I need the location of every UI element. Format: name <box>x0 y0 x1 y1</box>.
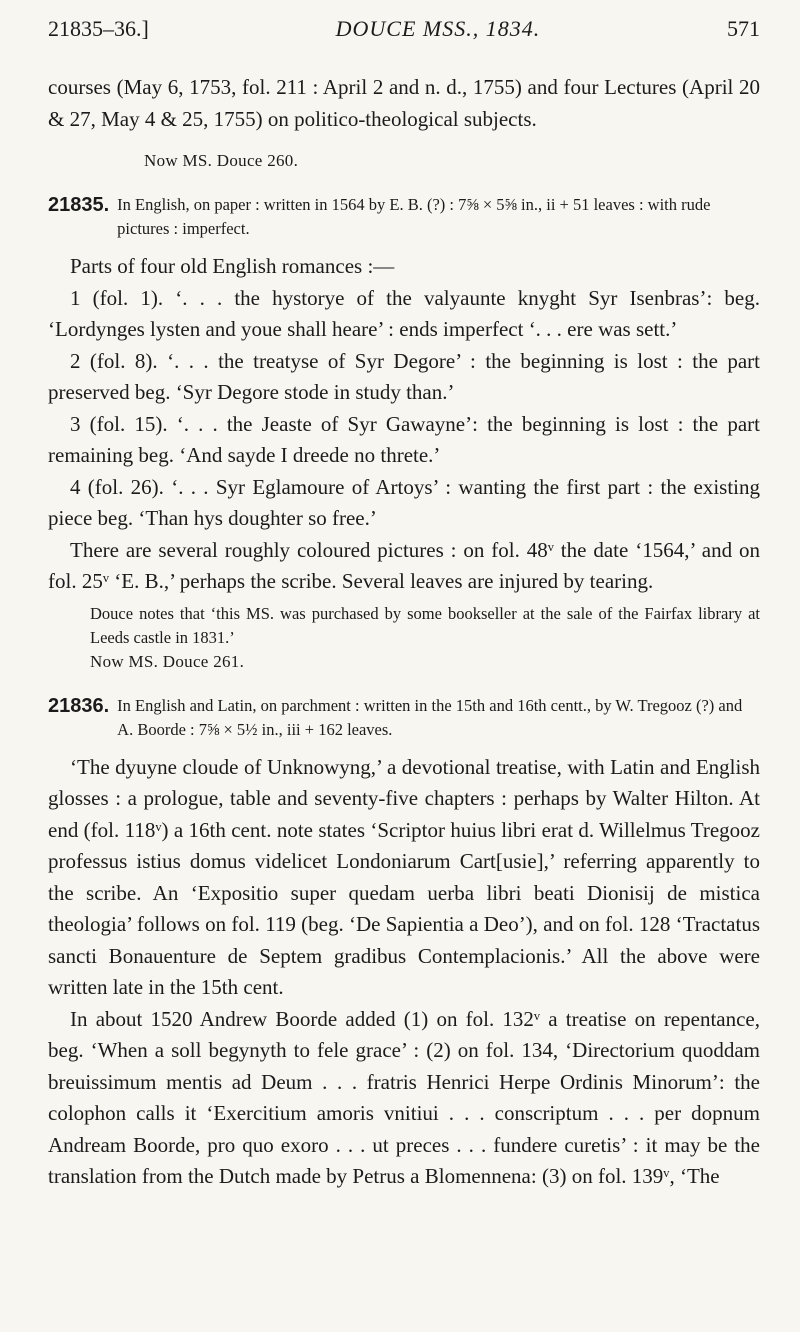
running-header <box>48 16 760 42</box>
entry-paragraph: ‘The dyuyne cloude of Unknowyng,’ a devotional treatise, with Latin and English glosses : a prologue, table and seventy-five chapters : perhaps by Walter Hilton. At end (fol. 118ᵛ) a 16th cent. note states ‘Scriptor huius libri erat d. Willelmus Tregooz professus istius domus videlicet Londoniarum Cart[usie],’ referring apparently to the scribe. An ‘Expositio super quedam uerba libri beati Dionisij de mistica theologia’ follows on fol. 119 (beg. ‘De Sapientia a Deo’), and on fol. 128 ‘Tractatus sancti Bonauenture de Septem gradibus Contemplacionis.’ All the above were written late in the 15th cent. <box>48 754 760 999</box>
provenance-note: Douce notes that ‘this MS. was purchased by some bookseller at the sale of the Fairfax library at Leeds castle in 1831.’ <box>90 603 760 647</box>
entry-description: In English, on paper : written in 1564 by E. B. (?) : 7⅝ × 5⅝ in., ii + 51 leaves : with rude pictures : imperfect. <box>117 195 711 238</box>
entry-paragraph: Parts of four old English romances :— <box>70 254 395 278</box>
entry-paragraph: 2 (fol. 8). ‘. . . the treatyse of Syr Degore’ : the beginning is lost : the part preserved beg. ‘Syr Degore stode in study than.’ <box>48 348 760 404</box>
entry-paragraph: 4 (fol. 26). ‘. . . Syr Eglamoure of Artoys’ : wanting the first part : the existing piece beg. ‘Than hys doughter so free.’ <box>48 474 760 530</box>
catalogue-entry-header <box>48 193 760 241</box>
intro-paragraph: courses (May 6, 1753, fol. 211 : April 2 and n. d., 1755) and four Lectures (April 20 & 27, May 4 & 25, 1755) on politico-theological subjects. <box>48 75 760 131</box>
catalogue-entry-header <box>48 694 760 742</box>
page-number: 571 <box>727 16 760 41</box>
header-section-range: 21835–36.] <box>48 16 149 41</box>
entry-paragraph: There are several roughly coloured pictures : on fol. 48ᵛ the date ‘1564,’ and on fol. 25ᵛ ‘E. B.,’ perhaps the scribe. Several leaves are injured by tearing. <box>48 537 760 593</box>
entry-number: 21835. <box>48 194 110 216</box>
header-title: DOUCE MSS., 1834. <box>335 16 541 41</box>
shelfmark-note: Now MS. Douce 261. <box>90 651 245 671</box>
shelfmark-note: Now MS. Douce 260. <box>144 151 299 170</box>
page-body <box>48 72 760 1193</box>
entry-description: In English and Latin, on parchment : written in the 15th and 16th centt., by W. Tregooz (?) and A. Boorde : 7⅝ × 5½ in., iii + 162 leaves. <box>117 695 743 739</box>
entry-paragraph: In about 1520 Andrew Boorde added (1) on fol. 132ᵛ a treatise on repentance, beg. ‘When a soll begynyth to fele grace’ : (2) on fol. 134, ‘Directorium quoddam breuissimum mentis ad Deum . . . fratris Henrici Herpe Ordinis Minorum’: the colophon calls it ‘Exercitium amoris vnitiui . . . conscriptum . . . per dopnum Andream Boorde, pro quo exoro . . . ut preces . . . fundere curetis’ : it may be the translation from the Dutch made by Petrus a Blomennena: (3) on fol. 139ᵛ, ‘The <box>48 1006 760 1188</box>
entry-paragraph: 3 (fol. 15). ‘. . . the Jeaste of Syr Gawayne’: the beginning is lost : the part remaining beg. ‘And sayde I dreede no threte.’ <box>48 411 760 467</box>
entry-paragraph: 1 (fol. 1). ‘. . . the hystorye of the valyaunte knyght Syr Isenbras’: beg. ‘Lordynges lysten and youe shall heare’ : ends imperfect ‘. . . ere was sett.’ <box>48 285 760 341</box>
entry-number: 21836. <box>48 694 110 717</box>
